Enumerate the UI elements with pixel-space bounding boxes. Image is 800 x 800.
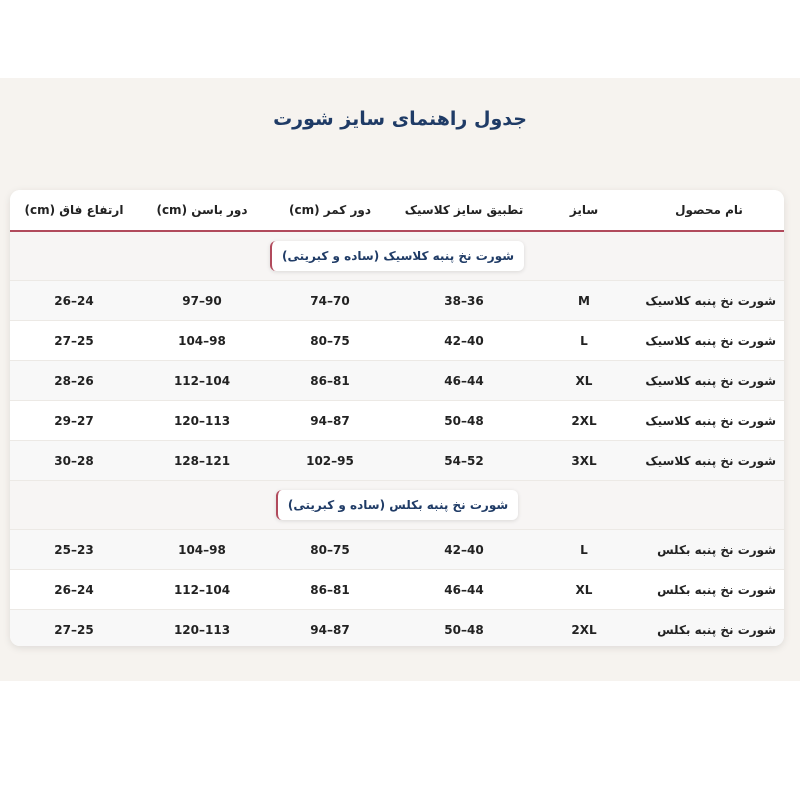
cell-size: M	[534, 281, 634, 321]
header-hip: دور باسن (cm)	[138, 190, 266, 231]
header-leg: ارتفاع فاق (cm)	[10, 190, 138, 231]
section-row-beklas	[10, 481, 784, 530]
cell-waist: 81–86	[266, 570, 394, 610]
cell-waist: 70–74	[266, 281, 394, 321]
cell-size: 2XL	[534, 610, 634, 647]
cell-hip: 113–120	[138, 610, 266, 647]
table-row	[10, 361, 784, 401]
cell-hip: 113–120	[138, 401, 266, 441]
cell-leg: 28–30	[10, 441, 138, 481]
cell-size: 3XL	[534, 441, 634, 481]
cell-size: 2XL	[534, 401, 634, 441]
cell-fit: 44–46	[394, 361, 534, 401]
header-fit: تطبیق سایز کلاسیک	[394, 190, 534, 231]
cell-leg: 26–28	[10, 361, 138, 401]
cell-fit: 36–38	[394, 281, 534, 321]
cell-hip: 90–97	[138, 281, 266, 321]
cell-waist: 75–80	[266, 530, 394, 570]
size-table	[10, 190, 784, 646]
table-row	[10, 401, 784, 441]
table-row	[10, 441, 784, 481]
cell-leg: 24–26	[10, 281, 138, 321]
cell-hip: 98–104	[138, 530, 266, 570]
cell-fit: 40–42	[394, 530, 534, 570]
size-table-card	[10, 190, 784, 646]
header-product-name: نام محصول	[634, 190, 784, 231]
cell-product-name: شورت نخ پنبه کلاسیک	[634, 361, 784, 401]
cell-product-name: شورت نخ پنبه کلاسیک	[634, 441, 784, 481]
cell-leg: 27–29	[10, 401, 138, 441]
header-size: سایز	[534, 190, 634, 231]
cell-hip: 104–112	[138, 570, 266, 610]
cell-fit: 40–42	[394, 321, 534, 361]
cell-size: L	[534, 530, 634, 570]
cell-product-name: شورت نخ پنبه کلاسیک	[634, 321, 784, 361]
section-label: شورت نخ پنبه بکلس (ساده و کبریتی)	[276, 490, 518, 520]
cell-waist: 87–94	[266, 401, 394, 441]
cell-waist: 87–94	[266, 610, 394, 647]
table-row	[10, 281, 784, 321]
table-row	[10, 321, 784, 361]
table-row	[10, 530, 784, 570]
cell-size: XL	[534, 361, 634, 401]
cell-leg: 23–25	[10, 530, 138, 570]
cell-product-name: شورت نخ پنبه بکلس	[634, 530, 784, 570]
cell-waist: 95–102	[266, 441, 394, 481]
page-title: جدول راهنمای سایز شورت	[273, 108, 527, 130]
table-row	[10, 570, 784, 610]
cell-waist: 81–86	[266, 361, 394, 401]
cell-hip: 98–104	[138, 321, 266, 361]
cell-fit: 48–50	[394, 610, 534, 647]
cell-size: XL	[534, 570, 634, 610]
cell-fit: 52–54	[394, 441, 534, 481]
section-row-classic	[10, 231, 784, 281]
header-waist: دور کمر (cm)	[266, 190, 394, 231]
cell-fit: 48–50	[394, 401, 534, 441]
cell-fit: 44–46	[394, 570, 534, 610]
cell-leg: 24–26	[10, 570, 138, 610]
cell-product-name: شورت نخ پنبه کلاسیک	[634, 401, 784, 441]
cell-product-name: شورت نخ پنبه بکلس	[634, 610, 784, 647]
cell-hip: 121–128	[138, 441, 266, 481]
cell-size: L	[534, 321, 634, 361]
table-row	[10, 610, 784, 647]
cell-product-name: شورت نخ پنبه کلاسیک	[634, 281, 784, 321]
cell-leg: 25–27	[10, 610, 138, 647]
cell-product-name: شورت نخ پنبه بکلس	[634, 570, 784, 610]
cell-waist: 75–80	[266, 321, 394, 361]
cell-hip: 104–112	[138, 361, 266, 401]
cell-leg: 25–27	[10, 321, 138, 361]
section-label: شورت نخ پنبه کلاسیک (ساده و کبریتی)	[270, 241, 524, 271]
table-header-row	[10, 190, 784, 231]
